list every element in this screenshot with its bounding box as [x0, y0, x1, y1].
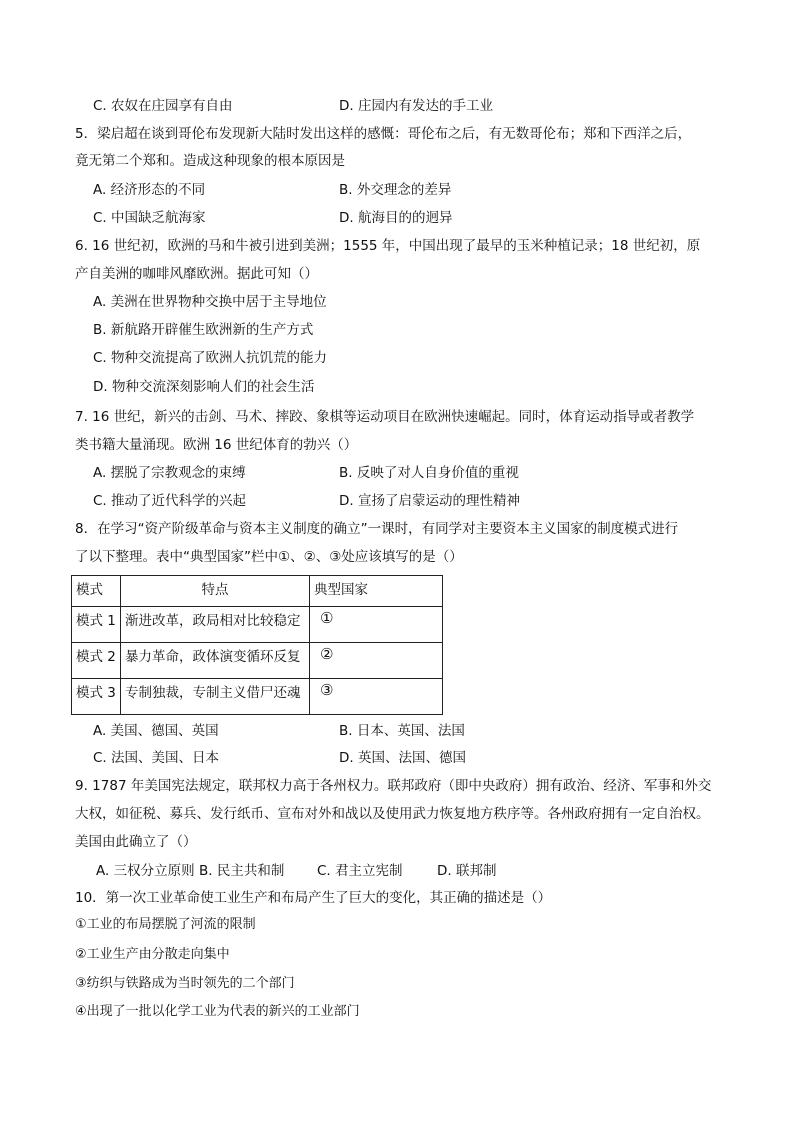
q5-stem-line1: 5．梁启超在谈到哥伦布发现新大陆时发出这样的感慨：哥伦布之后，有无数哥伦布；郑和下西洋之后，: [75, 126, 692, 142]
q9-stem-line2: 大权，如征税、募兵、发行纸币、宣布对外和战以及使用武力恢复地方秩序等。各州政府拥有一定自治权。: [75, 806, 710, 822]
q6-option-c: C. 物种交流提高了欧洲人抗饥荒的能力: [93, 350, 328, 366]
q7-option-b: B. 反映了对人自身价值的重视: [339, 465, 519, 481]
table-cell: [310, 679, 443, 715]
q8-option-d: D. 英国、法国、德国: [339, 750, 466, 766]
q7-option-a: A. 摆脱了宗教观念的束缚: [93, 465, 246, 481]
circled-number: ③: [320, 681, 334, 699]
q9-option-c: C. 君主立宪制: [317, 863, 403, 879]
q6-option-b: B. 新航路开辟催生欧洲新的生产方式: [93, 322, 314, 338]
q7-stem-line2: 类书籍大量涌现。欧洲 16 世纪体育的勃兴（）: [75, 437, 358, 453]
q5-stem-line2: 竟无第二个郑和。造成这种现象的根本原因是: [75, 153, 345, 169]
q10-item-3: ③纺织与铁路成为当时领先的二个部门: [75, 976, 295, 991]
model-table: [71, 575, 443, 715]
table-cell: 模式 2: [72, 643, 121, 679]
table-row: [72, 679, 443, 715]
table-cell: 渐进改革，政局相对比较稳定: [121, 607, 310, 643]
table-header-cell: 模式: [72, 576, 121, 607]
circled-number: ①: [320, 609, 334, 627]
q6-option-a: A. 美洲在世界物种交换中居于主导地位: [93, 294, 327, 310]
q8-stem-line1: 8．在学习“资产阶级革命与资本主义制度的确立”一课时，有同学对主要资本主义国家的制度模式进行: [75, 521, 679, 537]
q8-option-c: C. 法国、美国、日本: [93, 750, 220, 766]
table-header-cell: 典型国家: [310, 576, 443, 607]
table-row: [72, 643, 443, 679]
q7-option-d: D. 宣扬了启蒙运动的理性精神: [339, 493, 520, 509]
table-cell: [310, 607, 443, 643]
q9-option-d: D. 联邦制: [437, 863, 497, 879]
q10-item-1: ①工业的布局摆脱了河流的限制: [75, 917, 256, 932]
q9-option-b: B. 民主共和制: [199, 863, 285, 879]
table-cell: [310, 643, 443, 679]
q8-stem-line2: 了以下整理。表中“典型国家”栏中①、②、③处应该填写的是（）: [75, 549, 463, 565]
q7-stem-line1: 7. 16 世纪，新兴的击剑、马术、摔跤、象棋等运动项目在欧洲快速崛起。同时，体育运动指导或者教学: [75, 409, 695, 425]
q8-option-a: A. 美国、德国、英国: [93, 723, 219, 739]
q5-option-a: A. 经济形态的不同: [93, 182, 206, 198]
q4-option-c: C. 农奴在庄园享有自由: [93, 98, 233, 114]
table-cell: 模式 3: [72, 679, 121, 715]
q9-stem-line3: 美国由此确立了（）: [75, 834, 197, 850]
table-header-cell: 特点: [121, 576, 310, 607]
q6-stem-line2: 产自美洲的咖啡风靡欧洲。据此可知（）: [75, 266, 318, 282]
q5-option-b: B. 外交理念的差异: [339, 182, 452, 198]
circled-number: ②: [320, 645, 334, 663]
table-row: [72, 607, 443, 643]
table-cell: 模式 1: [72, 607, 121, 643]
q4-option-d: D. 庄园内有发达的手工业: [339, 98, 493, 114]
q6-stem-line1: 6. 16 世纪初，欧洲的马和牛被引进到美洲；1555 年，中国出现了最早的玉米种植记录；18 世纪初，原: [75, 238, 701, 254]
q10-stem-line1: 10．第一次工业革命使工业生产和布局产生了巨大的变化，其正确的描述是（）: [75, 890, 552, 906]
q5-option-d: D. 航海目的的迥异: [339, 210, 453, 226]
table-header-row: [72, 576, 443, 607]
q8-option-b: B. 日本、英国、法国: [339, 723, 465, 739]
q10-item-2: ②工业生产由分散走向集中: [75, 947, 230, 962]
table-cell: 专制独裁，专制主义借尸还魂: [121, 679, 310, 715]
q6-option-d: D. 物种交流深刻影响人们的社会生活: [93, 379, 315, 395]
q9-option-a: A. 三权分立原则: [96, 863, 195, 879]
table-cell: 暴力革命，政体演变循环反复: [121, 643, 310, 679]
q5-option-c: C. 中国缺乏航海家: [93, 210, 206, 226]
q9-stem-line1: 9. 1787 年美国宪法规定，联邦权力高于各州权力。联邦政府（即中央政府）拥有政治、经济、军事和外交: [75, 778, 712, 794]
q7-option-c: C. 推动了近代科学的兴起: [93, 493, 247, 509]
q10-item-4: ④出现了一批以化学工业为代表的新兴的工业部门: [75, 1004, 360, 1019]
